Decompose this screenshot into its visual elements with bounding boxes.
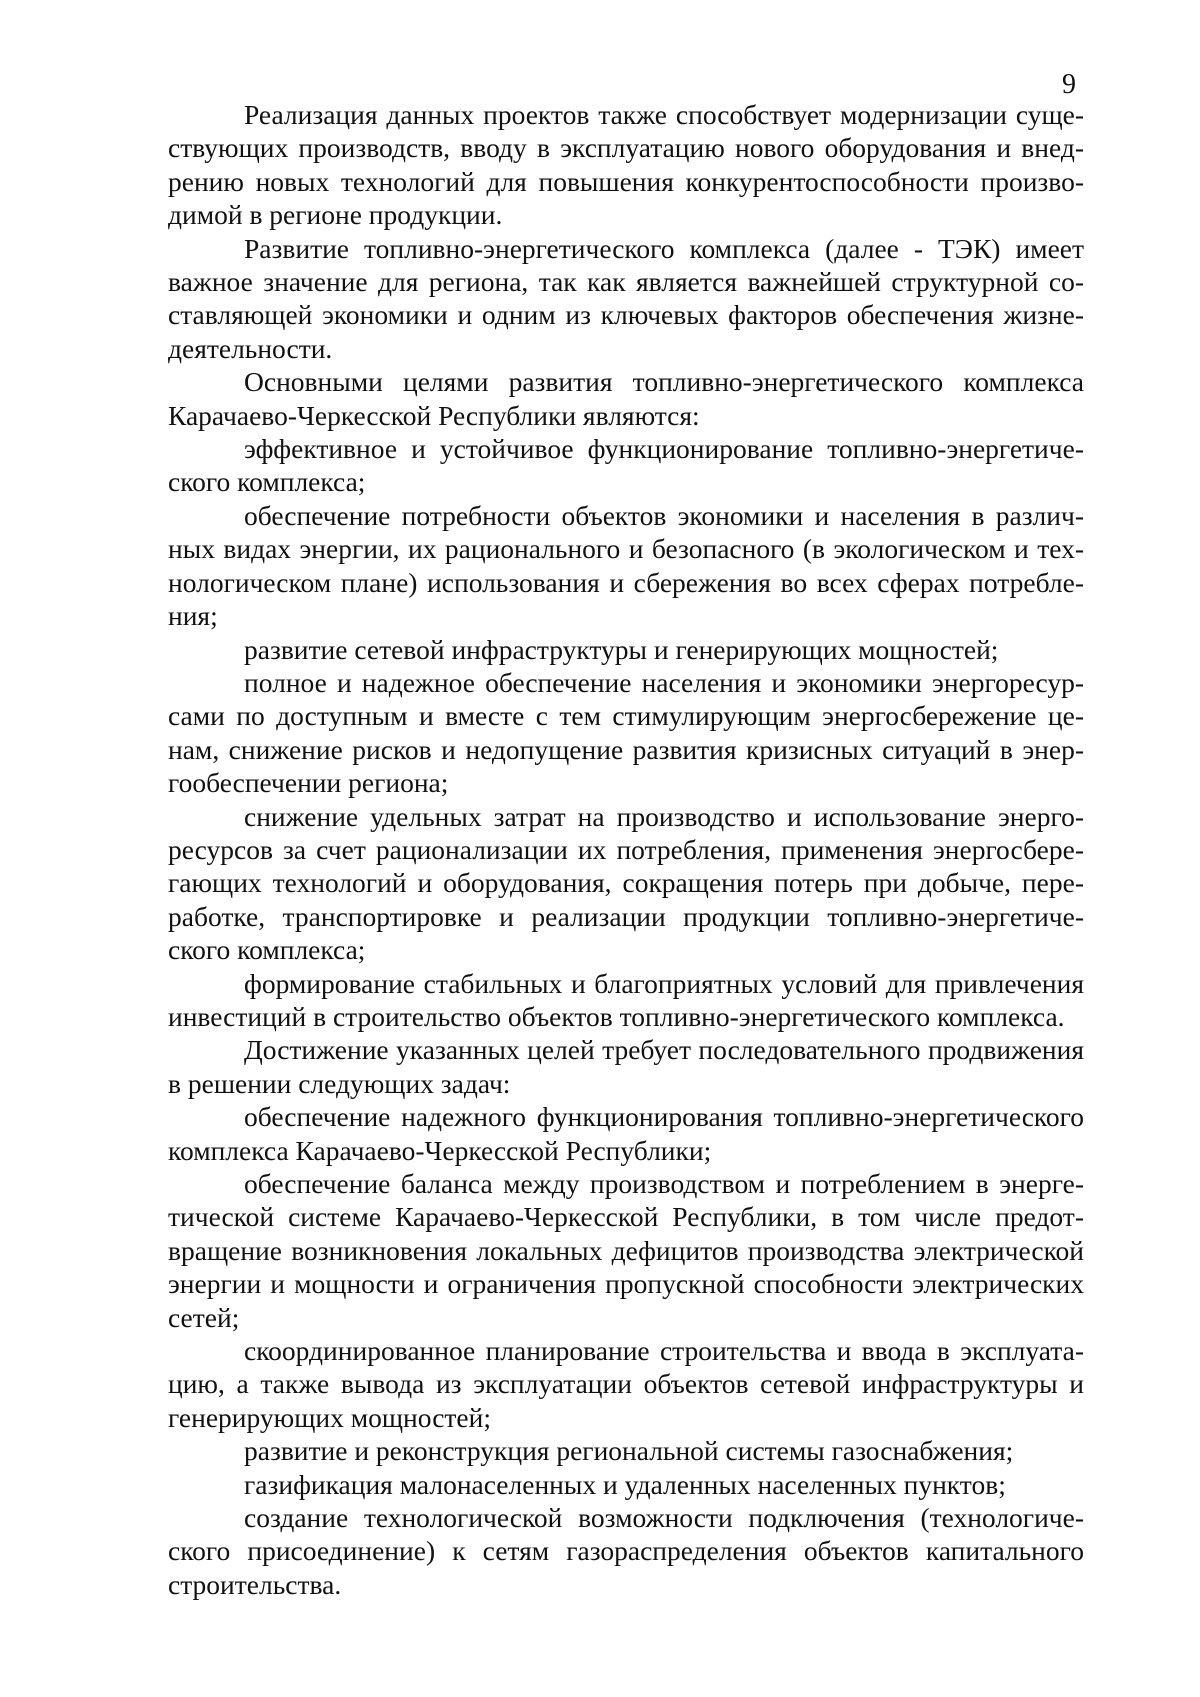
list-item: эффективное и устойчивое функционирование топливно-энергетического комплекса;: [168, 433, 1084, 498]
list-item: скоординированное планирование строительства и ввода в эксплуатацию, а также вывода из эксплуатации объектов сетевой инфраструктуры и генерирующих мощностей;: [168, 1335, 1084, 1433]
list-item: создание технологической возможности подключения (технологического присоединение) к сетям газораспределения объектов капитального строительства.: [168, 1502, 1084, 1600]
list-item: формирование стабильных и благоприятных условий для привлечения инвестиций в строительство объектов топливно-энергетического комплекса.: [168, 967, 1084, 1032]
page-number: 9: [1062, 69, 1076, 100]
paragraph: Развитие топливно-энергетического комплекса (далее - ТЭК) имеет важное значение для региона, так как является важнейшей структурной составляющей экономики и одним из ключевых факторов обеспечения жизнедеятельности.: [168, 232, 1084, 364]
list-item: обеспечение баланса между производством и потреблением в энергетической системе Карачаево-Черкесской Республики, в том числе предотвращение возникновения локальных дефицитов производства электрической энергии и мощности и ограничения пропускной способности электрических сетей;: [168, 1168, 1084, 1333]
paragraph: Достижение указанных целей требует последовательного продвижения в решении следующих задач:: [168, 1034, 1084, 1099]
document-body: [168, 98, 1084, 1601]
list-item: развитие и реконструкция региональной системы газоснабжения;: [244, 1435, 1014, 1467]
list-item: снижение удельных затрат на производство и использование энергоресурсов за счет рационализации их потребления, применения энергосберегающих технологий и оборудования, сокращения потерь при добыче, переработке, транспортировке и реализации продукции топливно-энергетического комплекса;: [168, 800, 1084, 966]
paragraph: Основными целями развития топливно-энергетического комплекса Карачаево-Черкесской Республики являются:: [168, 366, 1084, 431]
list-item: развитие сетевой инфраструктуры и генерирующих мощностей;: [244, 633, 999, 665]
list-item: обеспечение потребности объектов экономики и населения в различных видах энергии, их рационального и безопасного (в экологическом и технологическом плане) использования и сбережения во всех сферах потребления;: [168, 499, 1084, 632]
paragraph: Реализация данных проектов также способствует модернизации существующих производств, вводу в эксплуатацию нового оборудования и внедрению новых технологий для повышения конкурентоспособности производимой в регионе продукции.: [168, 99, 1084, 231]
list-item: обеспечение надежного функционирования топливно-энергетического комплекса Карачаево-Черкесской Республики;: [168, 1101, 1084, 1166]
list-item: газификация малонаселенных и удаленных населенных пунктов;: [244, 1468, 1006, 1500]
list-item: полное и надежное обеспечение населения и экономики энергоресурсами по доступным и вместе с тем стимулирующим энергосбережение ценам, снижение рисков и недопущение развития кризисных ситуаций в энергообеспечении региона;: [168, 666, 1084, 799]
